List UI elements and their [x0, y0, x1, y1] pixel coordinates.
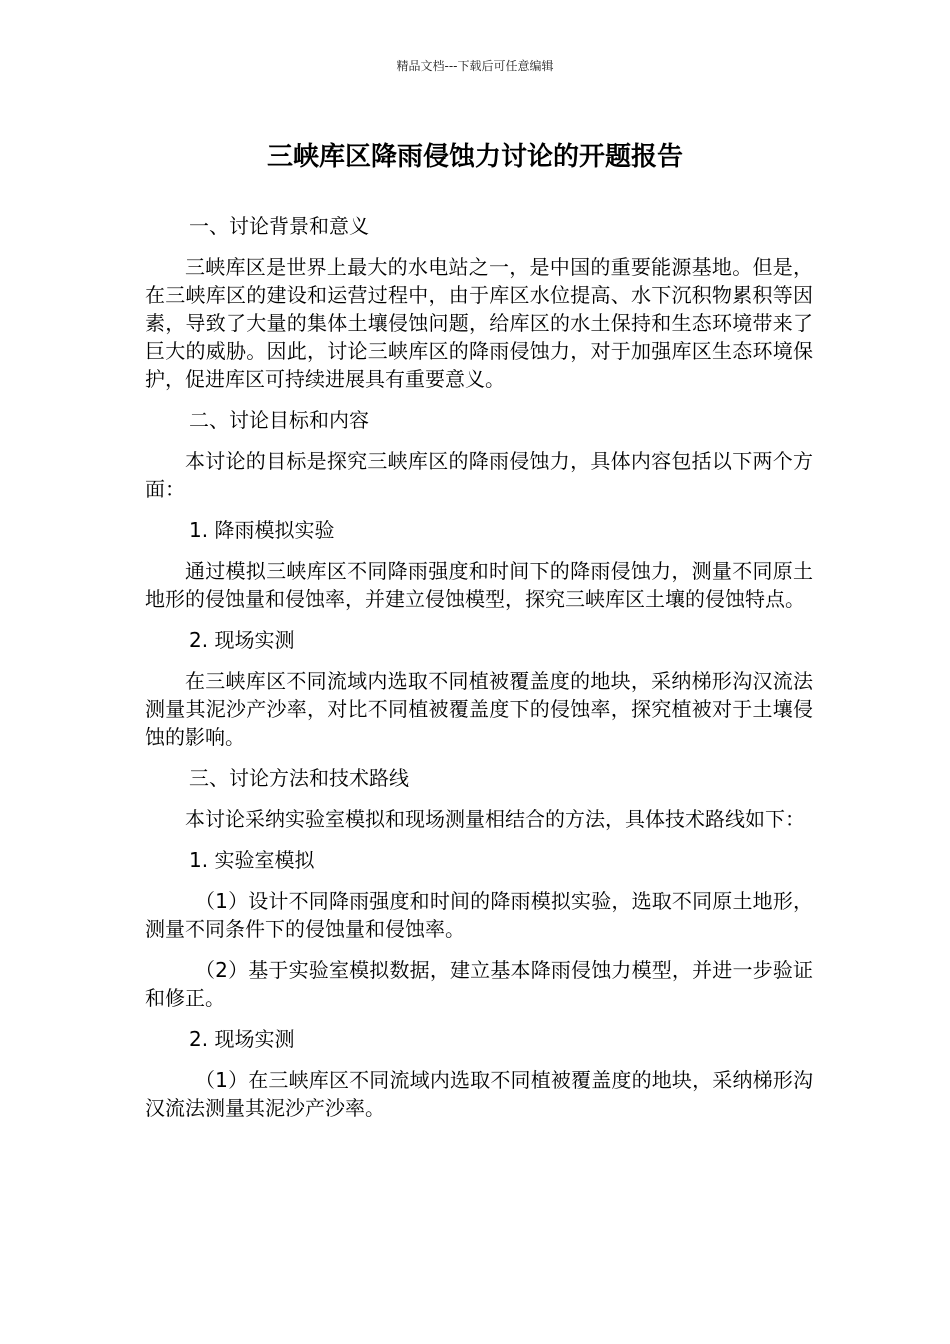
objectives-intro-paragraph: 本讨论的目标是探究三峡库区的降雨侵蚀力，具体内容包括以下两个方面： — [145, 449, 813, 501]
methods-intro-paragraph: 本讨论采纳实验室模拟和现场测量相结合的方法，具体技术路线如下： — [185, 807, 805, 831]
subheading-rainfall-simulation: 1. 降雨模拟实验 — [189, 518, 335, 542]
subheading-lab-simulation: 1. 实验室模拟 — [189, 848, 315, 872]
background-paragraph: 三峡库区是世界上最大的水电站之一，是中国的重要能源基地。但是，在三峡库区的建设和运营过程中，由于库区水位提高、水下沉积物累积等因素，导致了大量的集体土壤侵蚀问题，给库区的水土保持和生态环境带来了巨大的威胁。因此，讨论三峡库区的降雨侵蚀力，对于加强库区生态环境保护，促进库区可持续进展具有重要意义。 — [145, 255, 813, 391]
field-measurement-paragraph: 在三峡库区不同流域内选取不同植被覆盖度的地块，采纳梯形沟汉流法测量其泥沙产沙率，对比不同植被覆盖度下的侵蚀率，探究植被对于土壤侵蚀的影响。 — [145, 669, 813, 749]
lab-simulation-item-1: （1）设计不同降雨强度和时间的降雨模拟实验，选取不同原土地形，测量不同条件下的侵蚀量和侵蚀率。 — [145, 889, 813, 941]
field-measurement-item-1: （1）在三峡库区不同流域内选取不同植被覆盖度的地块，采纳梯形沟汉流法测量其泥沙产沙率。 — [145, 1068, 813, 1120]
rainfall-simulation-paragraph: 通过模拟三峡库区不同降雨强度和时间下的降雨侵蚀力，测量不同原土地形的侵蚀量和侵蚀率，并建立侵蚀模型，探究三峡库区土壤的侵蚀特点。 — [145, 559, 813, 611]
lab-simulation-item-2: （2）基于实验室模拟数据，建立基本降雨侵蚀力模型，并进一步验证和修正。 — [145, 958, 813, 1010]
section-heading-objectives: 二、讨论目标和内容 — [189, 408, 369, 432]
page-header: 精品文档---下载后可任意编辑 — [396, 59, 554, 73]
subheading-field-measurement-2: 2. 现场实测 — [189, 1027, 295, 1051]
document-body — [145, 212, 813, 1135]
document-title: 三峡库区降雨侵蚀力讨论的开题报告 — [266, 142, 683, 172]
subheading-field-measurement: 2. 现场实测 — [189, 628, 295, 652]
section-heading-background: 一、讨论背景和意义 — [189, 214, 369, 238]
section-heading-methods: 三、讨论方法和技术路线 — [189, 766, 409, 790]
